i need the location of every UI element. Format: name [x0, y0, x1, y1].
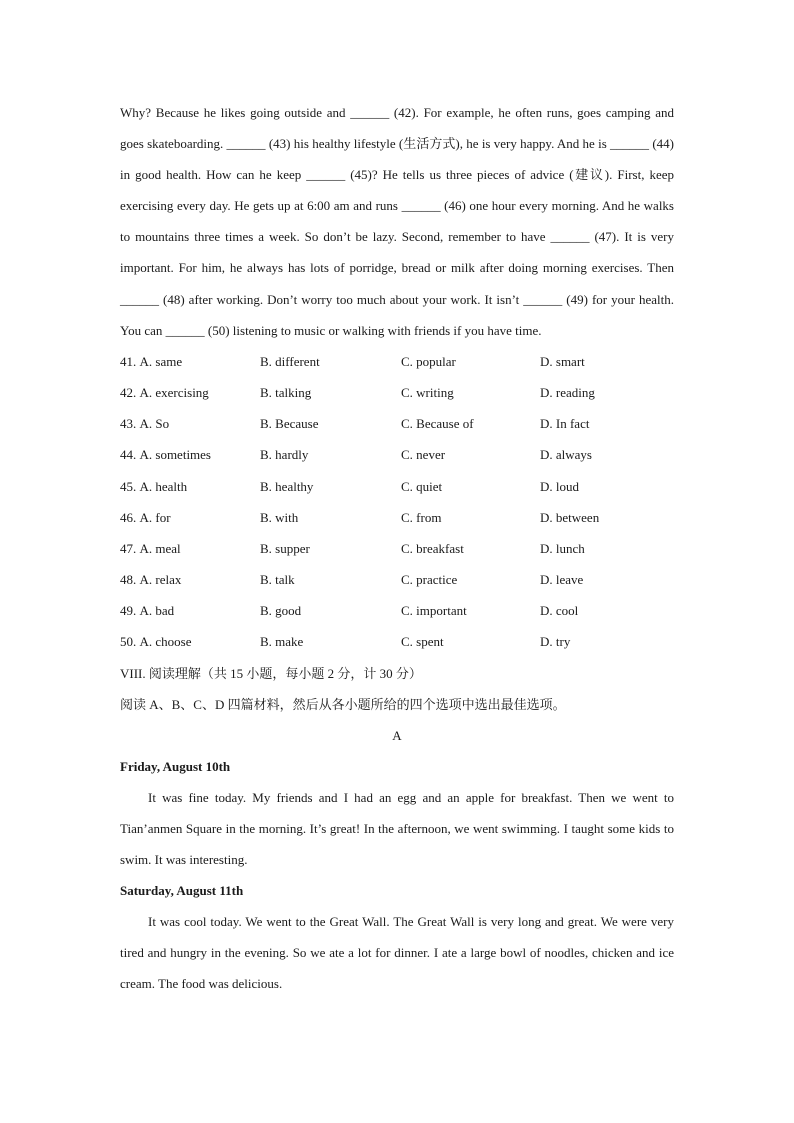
question-number: 47. — [120, 540, 137, 556]
diary-heading-friday: Friday, August 10th — [120, 758, 231, 774]
diary-entry-saturday: It was cool today. We went to the Great Wall. The Great Wall is very long and great. We were very tired and hungry in the evening. So we ate a lot for dinner. I ate a large bowl of noodles, chicken and ice cream. The food was delicious. — [120, 913, 674, 992]
question-42 — [120, 377, 674, 408]
option-b: B. good — [260, 603, 302, 619]
diary-heading-saturday: Saturday, August 11th — [120, 882, 244, 898]
option-b: B. talking — [260, 384, 312, 400]
option-c: C. practice — [401, 572, 458, 588]
option-d: D. between — [540, 509, 600, 525]
option-b: B. Because — [260, 416, 319, 432]
exam-page — [120, 97, 674, 999]
question-number: 46. — [120, 509, 137, 525]
option-d: D. lunch — [540, 540, 585, 556]
option-c: C. from — [401, 509, 442, 525]
question-number: 43. — [120, 416, 137, 432]
option-a: A. same — [139, 353, 183, 369]
question-number: 45. — [120, 478, 137, 494]
question-48 — [120, 564, 674, 595]
question-number: 44. — [120, 447, 137, 463]
option-b: B. healthy — [260, 478, 314, 494]
question-50 — [120, 626, 674, 657]
cloze-passage: Why? Because he likes going outside and ______ (42). For example, he often runs, goes camping and goes skateboarding. ______ (43) his healthy lifestyle (生活方式), he is very happy. And he is ______ (44) in good health. How can he keep ______ (45)? He tells us three pieces of advice (建议). First, keep exercising every day. He gets up at 6:00 am and runs ______ (46) one hour every morning. And he walks to mountains three times a week. So don’t be lazy. Second, remember to have ______ (47). It is very important. For him, he always has lots of porridge, bread or milk after doing morning exercises. Then ______ (48) after working. Don’t worry too much about your work. It isn’t ______ (49) for your health. You can ______ (50) listening to music or walking with friends if you have time. — [120, 105, 674, 338]
option-a: A. exercising — [139, 384, 209, 400]
option-d: D. try — [540, 634, 571, 650]
question-number: 50. — [120, 634, 137, 650]
question-43 — [120, 408, 674, 439]
question-number: 42. — [120, 384, 137, 400]
option-d: D. reading — [540, 384, 595, 400]
option-d: D. always — [540, 447, 592, 463]
question-number: 41. — [120, 353, 137, 369]
option-b: B. with — [260, 509, 299, 525]
option-c: C. popular — [401, 353, 456, 369]
option-b: B. different — [260, 353, 320, 369]
question-47 — [120, 533, 674, 564]
option-a: A. sometimes — [139, 447, 211, 463]
question-44 — [120, 439, 674, 470]
option-c: C. quiet — [401, 478, 443, 494]
option-a: A. meal — [139, 540, 181, 556]
option-c: C. important — [401, 603, 467, 619]
question-list — [120, 346, 674, 658]
passage-label: A — [392, 727, 402, 743]
question-number: 49. — [120, 603, 137, 619]
option-a: A. So — [139, 416, 170, 432]
question-49 — [120, 595, 674, 626]
option-a: A. bad — [139, 603, 175, 619]
option-c: C. spent — [401, 634, 444, 650]
question-46 — [120, 502, 674, 533]
option-c: C. Because of — [401, 416, 474, 432]
option-c: C. never — [401, 447, 446, 463]
option-a: A. choose — [139, 634, 192, 650]
option-d: D. smart — [540, 353, 585, 369]
question-number: 48. — [120, 572, 137, 588]
option-d: D. cool — [540, 603, 579, 619]
option-b: B. make — [260, 634, 304, 650]
option-a: A. health — [139, 478, 188, 494]
option-b: B. supper — [260, 540, 310, 556]
diary-entry-friday: It was fine today. My friends and I had an egg and an apple for breakfast. Then we went to Tian’anmen Square in the morning. It’s great! In the afternoon, we went swimming. I taught some kids to swim. It was interesting. — [120, 789, 674, 867]
question-41 — [120, 346, 674, 377]
option-a: A. for — [139, 509, 171, 525]
option-c: C. writing — [401, 384, 454, 400]
option-a: A. relax — [139, 572, 182, 588]
section-title: VIII. 阅读理解（共 15 小题，每小题 2 分，计 30 分） — [120, 665, 422, 681]
option-b: B. hardly — [260, 447, 309, 463]
question-45 — [120, 471, 674, 502]
option-d: D. leave — [540, 572, 584, 588]
option-b: B. talk — [260, 572, 295, 588]
option-c: C. breakfast — [401, 540, 464, 556]
option-d: D. loud — [540, 478, 579, 494]
section-instruction: 阅读 A、B、C、D 四篇材料，然后从各小题所给的四个选项中选出最佳选项。 — [120, 696, 566, 712]
option-d: D. In fact — [540, 416, 590, 432]
